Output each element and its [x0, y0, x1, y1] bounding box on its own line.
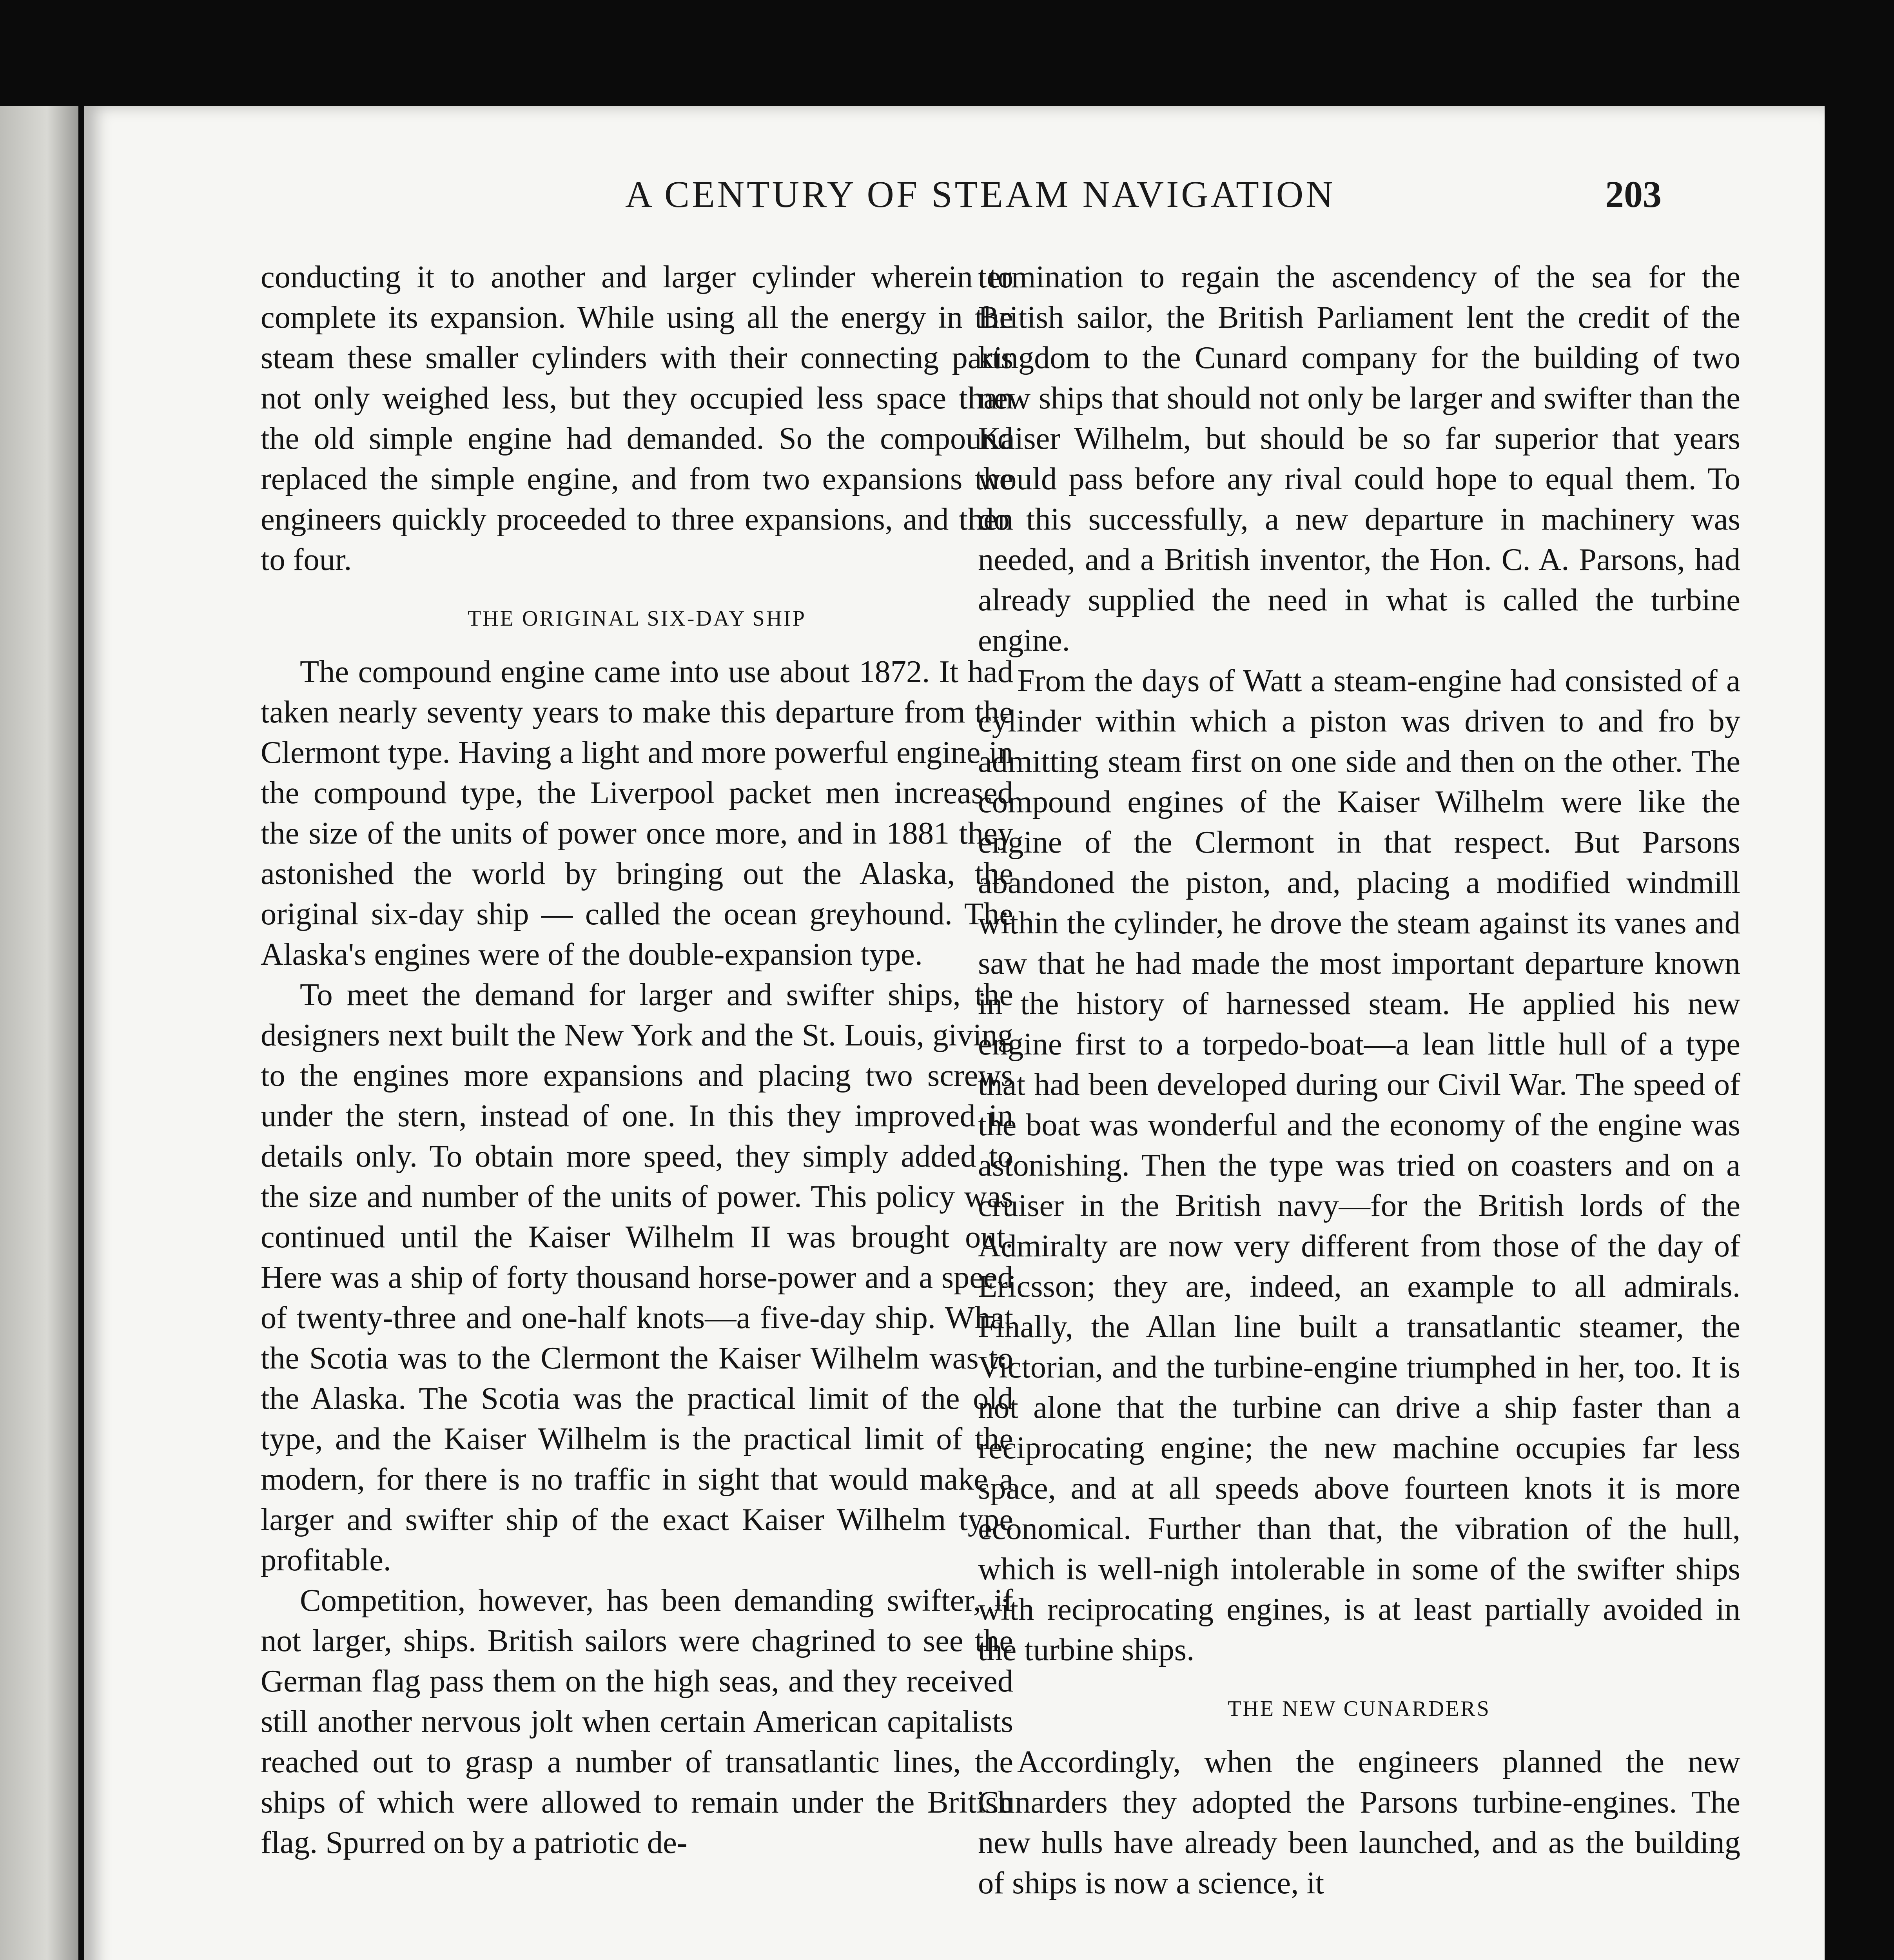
paragraph: To meet the demand for larger and swifter ships, the designers next built the New York and the St. Louis, giving to the engines more expansions and placing two screws under the stern, instead of one. In this they improved in details only. To obtain more speed, they simply added to the size and number of the units of power. This policy was continued until the Kaiser Wilhelm II was brought out. Here was a ship of forty thousand horse-power and a speed of twenty-three and one-half knots—a five-day ship. What the Scotia was to the Clermont the Kaiser Wilhelm was to the Alaska. The Scotia was the practical limit of the old type, and the Kaiser Wilhelm is the practical limit of the modern, for there is no traffic in sight that would make a larger and swifter ship of the exact Kaiser Wilhelm type profitable.: [261, 977, 1013, 1577]
section-heading: THE ORIGINAL SIX-DAY SHIP: [468, 606, 806, 631]
paragraph: Accordingly, when the engineers planned the new Cunarders they adopted the Parsons turbine-engines. The new hulls have already been launched, and as the building of ships is now a science, it: [978, 1744, 1740, 1900]
running-head: A CENTURY OF STEAM NAVIGATION: [625, 173, 1335, 215]
page-number: 203: [1605, 173, 1662, 215]
section-heading: THE NEW CUNARDERS: [1228, 1697, 1491, 1721]
right-column: [978, 257, 1740, 1903]
paragraph: The compound engine came into use about 1872. It had taken nearly seventy years to make this departure from the Clermont type. Having a light and more powerful engine in the compound type, the Liverpool packet men increased the size of the units of power once more, and in 1881 they astonished the world by bringing out the Alaska, the original six-day ship — called the ocean greyhound. The Alaska's engines were of the double-expansion type.: [261, 654, 1013, 972]
facing-page-edge: [0, 106, 78, 1960]
book-page: [84, 106, 1825, 1960]
paragraph: From the days of Watt a steam-engine had consisted of a cylinder within which a piston was driven to and fro by admitting steam first on one side and then on the other. The compound engines of the Kaiser Wilhelm were like the engine of the Clermont in that respect. But Parsons abandoned the piston, and, placing a modified windmill within the cylinder, he drove the steam against its vanes and saw that he had made the most important departure known in the history of harnessed steam. He applied his new engine first to a torpedo-boat—a lean little hull of a type that had been developed during our Civil War. The speed of the boat was wonderful and the economy of the engine was astonishing. Then the type was tried on coasters and on a cruiser in the British navy—for the British lords of the Admiralty are now very different from those of the day of Ericsson; they are, indeed, an example to all admirals. Finally, the Allan line built a transatlantic steamer, the Victorian, and the turbine-engine triumphed in her, too. It is not alone that the turbine can drive a ship faster than a reciprocating engine; the new machine occupies far less space, and at all speeds above fourteen knots it is more economical. Further than that, the vibration of the hull, which is well-nigh intolerable in some of the swifter ships with reciprocating engines, is at least partially avoided in the turbine ships.: [978, 663, 1740, 1667]
left-column: [261, 257, 1013, 1863]
paragraph: termination to regain the ascendency of the sea for the British sailor, the British Parliament lent the credit of the kingdom to the Cunard company for the building of two new ships that should not only be larger and swifter than the Kaiser Wilhelm, but should be so far superior that years would pass before any rival could hope to equal them. To do this successfully, a new departure in machinery was needed, and a British inventor, the Hon. C. A. Parsons, had already supplied the need in what is called the turbine engine.: [978, 260, 1740, 658]
paragraph: conducting it to another and larger cylinder wherein to complete its expansion. While using all the energy in the steam these smaller cylinders with their connecting parts not only weighed less, but they occupied less space than the old simple engine had demanded. So the compound replaced the simple engine, and from two expansions the engineers quickly proceeded to three expansions, and then to four.: [261, 260, 1013, 577]
paragraph: Competition, however, has been demanding swifter, if not larger, ships. British sailors were chagrined to see the German flag pass them on the high seas, and they received still another nervous jolt when certain American capitalists reached out to grasp a number of transatlantic lines, the ships of which were allowed to remain under the British flag. Spurred on by a patriotic de-: [261, 1583, 1013, 1860]
